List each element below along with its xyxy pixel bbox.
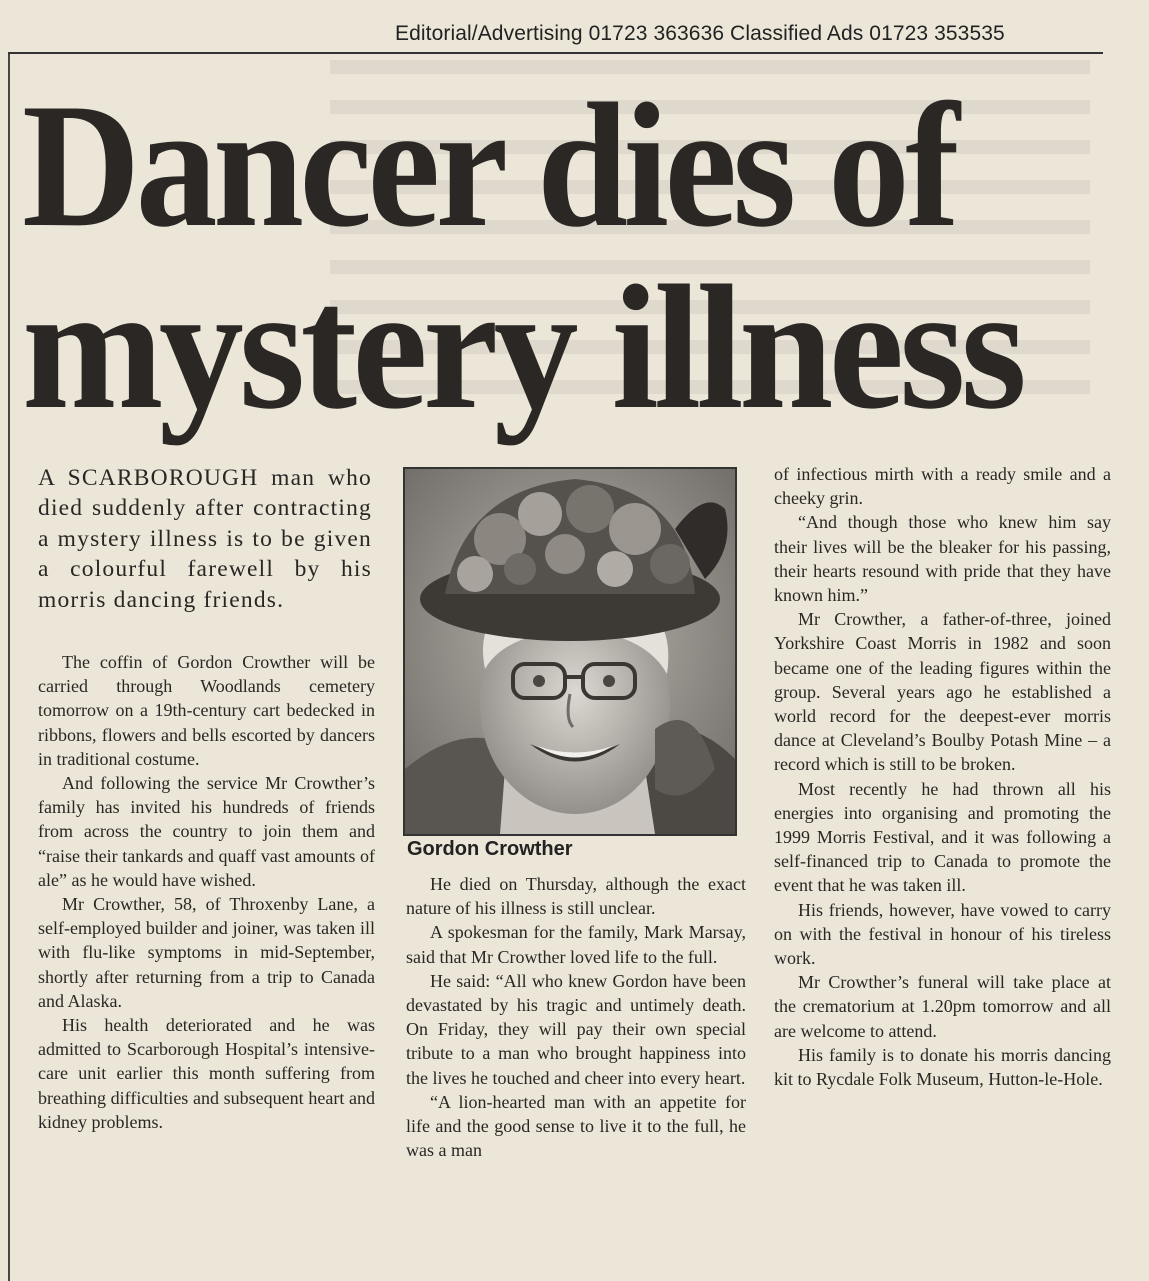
paragraph: His health deteriorated and he was admitted to Scarborough Hospital’s intensive-care unit earlier this month suffering from breathing difficulties and subsequent heart and kidney problems. bbox=[38, 1015, 375, 1132]
masthead-contact-line: Editorial/Advertising 01723 363636 Classified Ads 01723 353535 bbox=[395, 22, 1005, 45]
paragraph: He died on Thursday, although the exact nature of his illness is still unclear. bbox=[406, 874, 746, 919]
paragraph: His friends, however, have vowed to carry on with the festival in honour of his tireless work. bbox=[774, 899, 1111, 969]
paragraph: The coffin of Gordon Crowther will be carried through Woodlands cemetery tomorrow on a 19th-century cart bedecked in ribbons, flowers and bells escorted by dancers in traditional costume. bbox=[38, 652, 375, 769]
lead-paragraph: A SCARBOROUGH man who died suddenly after contracting a mystery illness is to be given a colourful farewell by his morris dancing friends. bbox=[38, 465, 372, 613]
photo-caption: Gordon Crowther bbox=[407, 838, 573, 860]
paragraph-continuation: of infectious mirth with a ready smile and a cheeky grin. bbox=[774, 464, 1111, 509]
portrait-image bbox=[405, 469, 735, 834]
paragraph: His family is to donate his morris dancing kit to Rycdale Folk Museum, Hutton-le-Hole. bbox=[774, 1044, 1111, 1090]
paragraph: Mr Crowther’s funeral will take place at the crematorium at 1.20pm tomorrow and all are welcome to attend. bbox=[774, 972, 1111, 1041]
article-column-3 bbox=[774, 462, 1111, 1091]
paragraph: He said: “All who knew Gordon have been devastated by his tragic and untimely death. On Friday, they will pay their own special tribute to a man who brought happiness into the lives he touched and cheer into every heart. bbox=[406, 970, 746, 1088]
masthead-rule bbox=[8, 52, 1103, 54]
article-column-2 bbox=[406, 872, 746, 1162]
portrait-photo bbox=[403, 467, 737, 836]
left-column-rule bbox=[8, 54, 10, 1281]
article-column-1 bbox=[38, 650, 375, 1134]
paragraph: Most recently he had thrown all his energies into organising and promoting the 1999 Morris Festival, and it was following a self-financed trip to Canada to promote the event that he was taken ill. bbox=[774, 778, 1111, 896]
paragraph: “And though those who knew him say their lives will be the bleaker for his passing, their hearts resound with pride that they have known him.” bbox=[774, 512, 1111, 606]
paragraph: A spokesman for the family, Mark Marsay, said that Mr Crowther loved life to the full. bbox=[406, 922, 746, 967]
paragraph: Mr Crowther, a father-of-three, joined Yorkshire Coast Morris in 1982 and soon became one of the leading figures within the group. Several years ago he established a world record for the deepest-ever morris dance at Cleveland’s Boulby Potash Mine – a record which is still to be broken. bbox=[774, 609, 1111, 775]
paragraph: And following the service Mr Crowther’s family has invited his hundreds of friends from across the country to join them and “raise their tankards and quaff vast amounts of ale” as he would have wished. bbox=[38, 773, 375, 890]
headline-line-1: Dancer dies of bbox=[22, 66, 956, 264]
paragraph: “A lion-hearted man with an appetite for life and the good sense to live it to the full, he was a man bbox=[406, 1091, 746, 1161]
paragraph: Mr Crowther, 58, of Throxenby Lane, a self-employed builder and joiner, was taken ill with flu-like symptoms in mid-September, shortly after returning from a trip to Canada and Alaska. bbox=[38, 894, 375, 1011]
headline-line-2: mystery illness bbox=[22, 248, 1023, 446]
